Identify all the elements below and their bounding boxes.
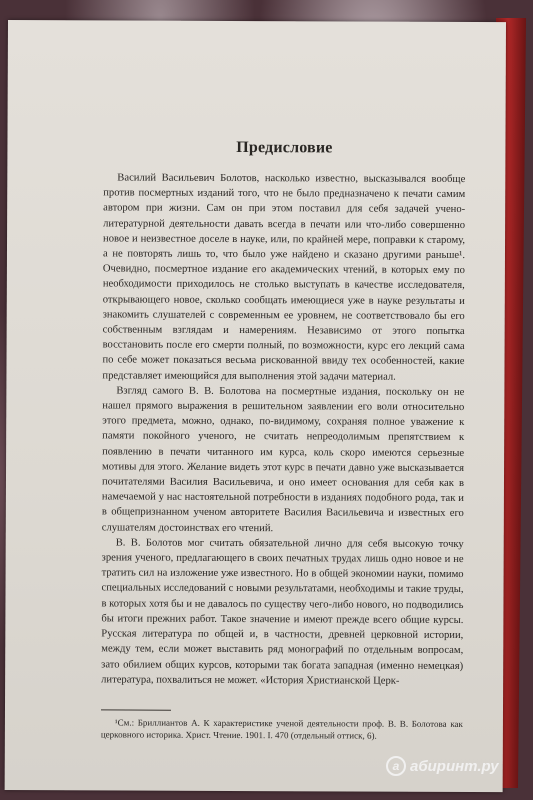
page-content	[101, 138, 466, 742]
footnote-divider	[101, 709, 171, 710]
watermark	[386, 756, 499, 776]
watermark-text: абиринт.ру	[410, 757, 499, 775]
paragraph-2: Взгляд самого В. В. Болотова на посмертные издания, поскольку он не нашел прямого выражения в решительном заявлении его воли относительно этого предмета, можно, однако, по-видимому, сохраняя полное уважение к памяти покойного ученого, не считать непреодолимым препятствием к появлению в печати читанного им курса, коль скоро имеются серьезные мотивы для этого. Желание видеть этот курс в печати давно уже высказывается почитателями Василия Васильевича, и оно имеет основания для себя как в намечаемой у нас настоятельной потребности в изданиях подобного рода, так и в общепризнанном ученом авторитете Василия Васильевича и известных его слушателям достоинствах его чтений.	[101, 385, 465, 534]
paragraph-3: В. В. Болотов мог считать обязательной лично для себя высокую точку зрения ученого, предлагающего в своих печатных трудах лишь одно новое и не тратить сил на изложение уже известного. Но в общей экономии науки, помимо специальных исследований с новыми результатами, необходимы и такие труды, в которых хотя бы и не давалось по существу чего-либо нового, но подводились бы итоги прежних работ. Такое значение и имеют прежде всего общие курсы. Русская литература по общей и, в частности, древней церковной истории, между тем, если может выставить ряд монографий по отдельным вопросам, зато обилием общих курсов, которыми так богата западная (именно немецкая) литература, похвалиться не может. «История Христианской Церк-	[101, 537, 464, 687]
footnote: ¹См.: Бриллиантов А. К характеристике ученой деятельности проф. В. В. Болотова как церковного историка. Христ. Чтение. 1901. I. 470 (отдельный оттиск, 6).	[100, 717, 463, 741]
paragraph-1: Василий Васильевич Болотов, насколько известно, высказывался вообще против посмертных изданий того, что не было предназначено к печати самим автором при жизни. Сам он при этом поставил для себя задачей учено-литературной деятельности давать всегда в печати или что-либо совершенно новое и неизвестное доселе в науке, или, по крайней мере, поправки к старому, а не повторять лишь то, что было уже найдено и сказано другими раньше¹. Очевидно, посмертное издание его академических чтений, в которых ему по необходимости приходилось не столько выступать в качестве исследователя, открывающего новое, сколько сообщать имеющиеся уже в науке результаты и знакомить слушателей с современным ее уровнем, не соответствовало бы его собственным взглядам и намерениям. Независимо от этого попытка восстановить после его смерти полный, по возможности, курс его лекций сама по себе может показаться весьма рискованной ввиду тех особенностей, какие представляет имеющийся для выполнения этой задачи материал.	[102, 172, 466, 383]
labirint-logo-icon: a	[386, 756, 406, 776]
page-title: Предисловие	[236, 138, 333, 157]
book-page	[5, 20, 506, 792]
